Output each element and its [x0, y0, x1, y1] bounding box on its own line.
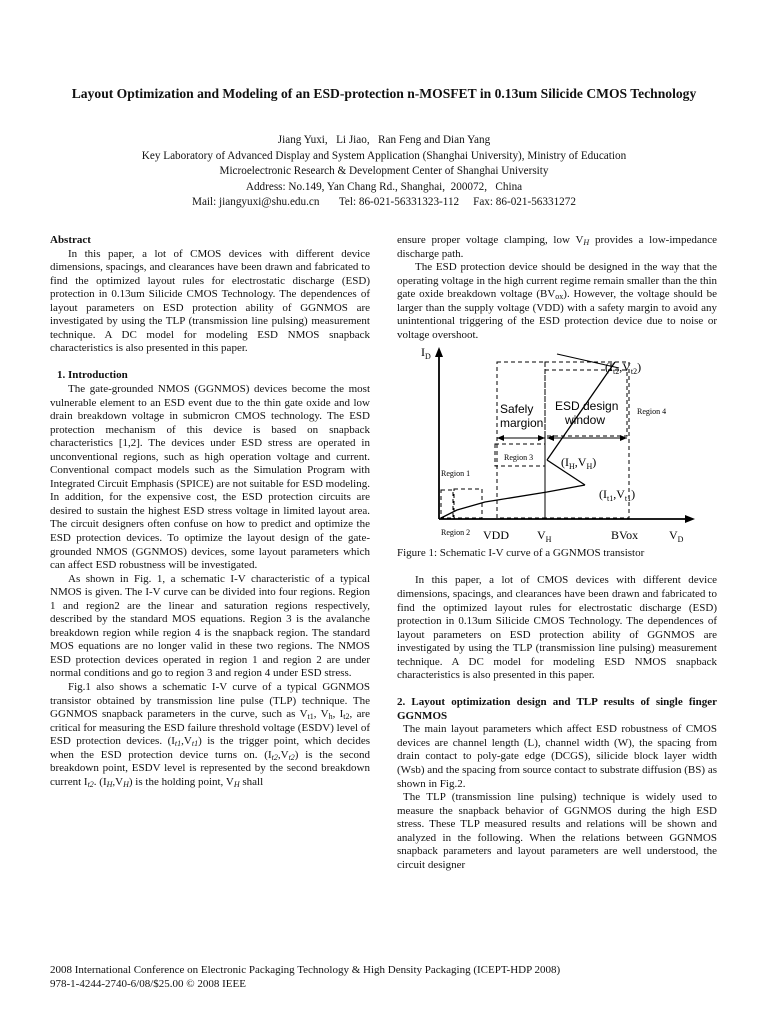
- region-4-label: Region 4: [637, 407, 667, 417]
- region-2-label: Region 2: [441, 528, 471, 538]
- esd-window-label-2: window: [565, 413, 606, 428]
- region-3-label: Region 3: [504, 453, 534, 463]
- figure-1: [397, 342, 717, 547]
- x-axis-label: $V_D$: [669, 528, 684, 545]
- abstract-heading: Abstract: [50, 234, 91, 246]
- point-h-label: $(I_H,V_H)$: [561, 455, 597, 472]
- y-axis-label: $I_D$: [421, 345, 431, 362]
- affiliation-line-2: Microelectronic Research & Development Center of Shanghai University: [219, 165, 549, 177]
- intro-paragraph-2: As shown in Fig. 1, a schematic I-V characteristic of a typical NMOS is given. The I-V curve can be divided into four regions. Region 1 and region2 are the linear and saturation regions respectively, described by the standard MOS equations. Region 3 is the avalanche breakdown region while region 4 is the snapback region. The standard MOS equations are no longer valid in these two regions. The NMOS ESD protection devices operated in region 1 and region 2 are under normal conditions and go to region 3 and region 4 under ESD stress.: [50, 572, 370, 680]
- point-t2-label: $(I_{t2},V_{t2})$: [605, 360, 642, 377]
- right-paragraph-4: The main layout parameters which affect ESD robustness of CMOS devices are channel length (L), channel width (W), the spacing from drain contact to poly-gate edge (DCGS), silicide block layer width (Wsb) and the spacing from source contact to substrate diffusion (BS) as shown in Fig.2.: [397, 723, 717, 790]
- right-paragraph-1: ensure proper voltage clamping, low $V_H$ provides a low-impedance discharge path.: [397, 234, 717, 260]
- author-block: [50, 133, 718, 211]
- esd-window-label-1: ESD design: [555, 399, 619, 414]
- safely-margin-label-2: margion: [500, 416, 544, 431]
- region-1-box: [441, 490, 453, 518]
- conference-line: 2008 International Conference on Electronic Packaging Technology & High Density Packaging (ICEPT-HDP 2008): [50, 964, 561, 976]
- y-axis-arrow-icon: [435, 347, 443, 357]
- affiliation-line-1: Key Laboratory of Advanced Display and System Application (Shanghai University), Ministry of Education: [141, 149, 627, 162]
- margin-arrow-icon: [538, 435, 545, 441]
- contact-line: Mail: jiangyuxi@shu.edu.cn Tel: 86-021-56331323-112 Fax: 86-021-56331272: [192, 196, 576, 208]
- intro-heading: 1. Introduction: [57, 369, 128, 382]
- figure-caption: Figure 1: Schematic I-V curve of a GGNMOS transistor: [397, 547, 645, 560]
- page-footer: [50, 963, 730, 991]
- safety-margin-box: [497, 362, 545, 518]
- copyright-line: 978-1-4244-2740-6/08/$25.00 © 2008 IEEE: [50, 978, 246, 990]
- iv-curve-low: [441, 485, 585, 518]
- abstract-text: In this paper, a lot of CMOS devices with different device dimensions, spacings, and clearances have been drawn and fabricated to find the optimized layout rules for electrostatic discharge (ESD) protection in 0.13um Silicide CMOS Technology. The dependences of layout parameters on ESD protection ability of GGNMOS are investigated by using the TLP (transmission line pulsing) measurement technique. A DC model for modeling ESD NMOS snapback characteristics is also presented in this paper.: [50, 247, 370, 355]
- paper-title: Layout Optimization and Modeling of an ESD-protection n-MOSFET in 0.13um Silicide CMOS Technology: [71, 86, 697, 101]
- section-2-heading: 2. Layout optimization design and TLP results of single finger GGNMOS: [397, 696, 717, 722]
- safely-margin-label-1: Safely: [500, 402, 534, 417]
- point-t1-label: $(I_{t1},V_{t1})$: [599, 487, 636, 504]
- right-column: [397, 234, 717, 872]
- vh-tick-label: $V_H$: [537, 528, 552, 545]
- intro-paragraph-1: The gate-grounded NMOS (GGNMOS) devices become the most vulnerable element to an ESD event due to the thin gate oxide and low drain breakdown voltage in submicron CMOS technology. The ESD protection mechanism of this device is based on snapback characteristics [1,2]. The devices under ESD stress are operated in unconventional regions, such as high operation voltage and current. Conventional compact models such as the Simulation Program with Integrated Circuit Emphasis (SPICE) are not suitable for ESD modeling. In addition, for the expensive cost, the ESD protection circuits are desired to sustain the highest ESD stress voltage in limited layout area. The circuit designers often confuse on how to predict and optimize the ESD protection devices. To optimize the layout design of the gate-grounded NMOS (GGNMOS) devices, some layout parameters which can affect ESD robustness will be investigated.: [50, 382, 370, 572]
- intro-paragraph-3: Fig.1 also shows a schematic I-V curve of a typical GGNMOS transistor obtained by transmission line pulse (TLP) technique. The GGNMOS snapback parameters in the curve, such as $V_{t1}$, $V_h$, $I_{t2}$, are critical for measuring the ESD failure threshold voltage (ESDV) level of ESD protection devices. $(I_{t1},V_{t1})$ is the trigger point, which decides when the ESD protection device turns on. $(I_{t2},V_{t2})$ is the second breakdown point, ESDV level is represented by the second breakdown current $I_{t2}$. $(I_H,V_H)$ is the holding point, $V_H$ shall: [50, 681, 371, 789]
- address-line: Address: No.149, Yan Chang Rd., Shanghai, 200072, China: [245, 180, 523, 193]
- left-column: [50, 234, 370, 789]
- region-1-label: Region 1: [441, 469, 471, 479]
- right-paragraph-3: In this paper, a lot of CMOS devices with different device dimensions, spacings, and clearances have been drawn and fabricated to find the optimized layout rules for electrostatic discharge (ESD) protection in 0.13um Silicide CMOS Technology. The dependences of layout parameters on ESD protection ability of GGNMOS are investigated by using the TLP (transmission line pulsing) measurement technique. A DC model for modeling ESD NMOS snapback characteristics is also presented in this paper.: [397, 574, 717, 682]
- margin-arrow-left-icon: [497, 435, 504, 441]
- vdd-tick-label: VDD: [483, 528, 509, 543]
- x-axis-arrow-icon: [685, 515, 695, 523]
- author-names: Jiang Yuxi, Li Jiao, Ran Feng and Dian Yang: [277, 134, 491, 146]
- right-paragraph-2: The ESD protection device should be designed in the way that the operating voltage in the high current regime remain smaller than the thin gate oxide breakdown voltage $(BV_{ox})$. However, the voltage should be larger than the supply voltage (VDD) with a safety margin to avoid any unintentional triggering of the ESD protection device due to noise or voltage overshoot.: [397, 261, 718, 341]
- bvox-tick-label: BVox: [611, 528, 639, 543]
- right-paragraph-5: The TLP (transmission line pulsing) technique is widely used to measure the snapback behavior of GGNMOS during the high ESD stress. These TLP measured results and relations will be shown and analyzed in the following. When the relations between GGNMOS snapback parameters and layout parameters are well understood, the circuit designer: [397, 791, 717, 871]
- iv-curve-diagram: [397, 342, 717, 547]
